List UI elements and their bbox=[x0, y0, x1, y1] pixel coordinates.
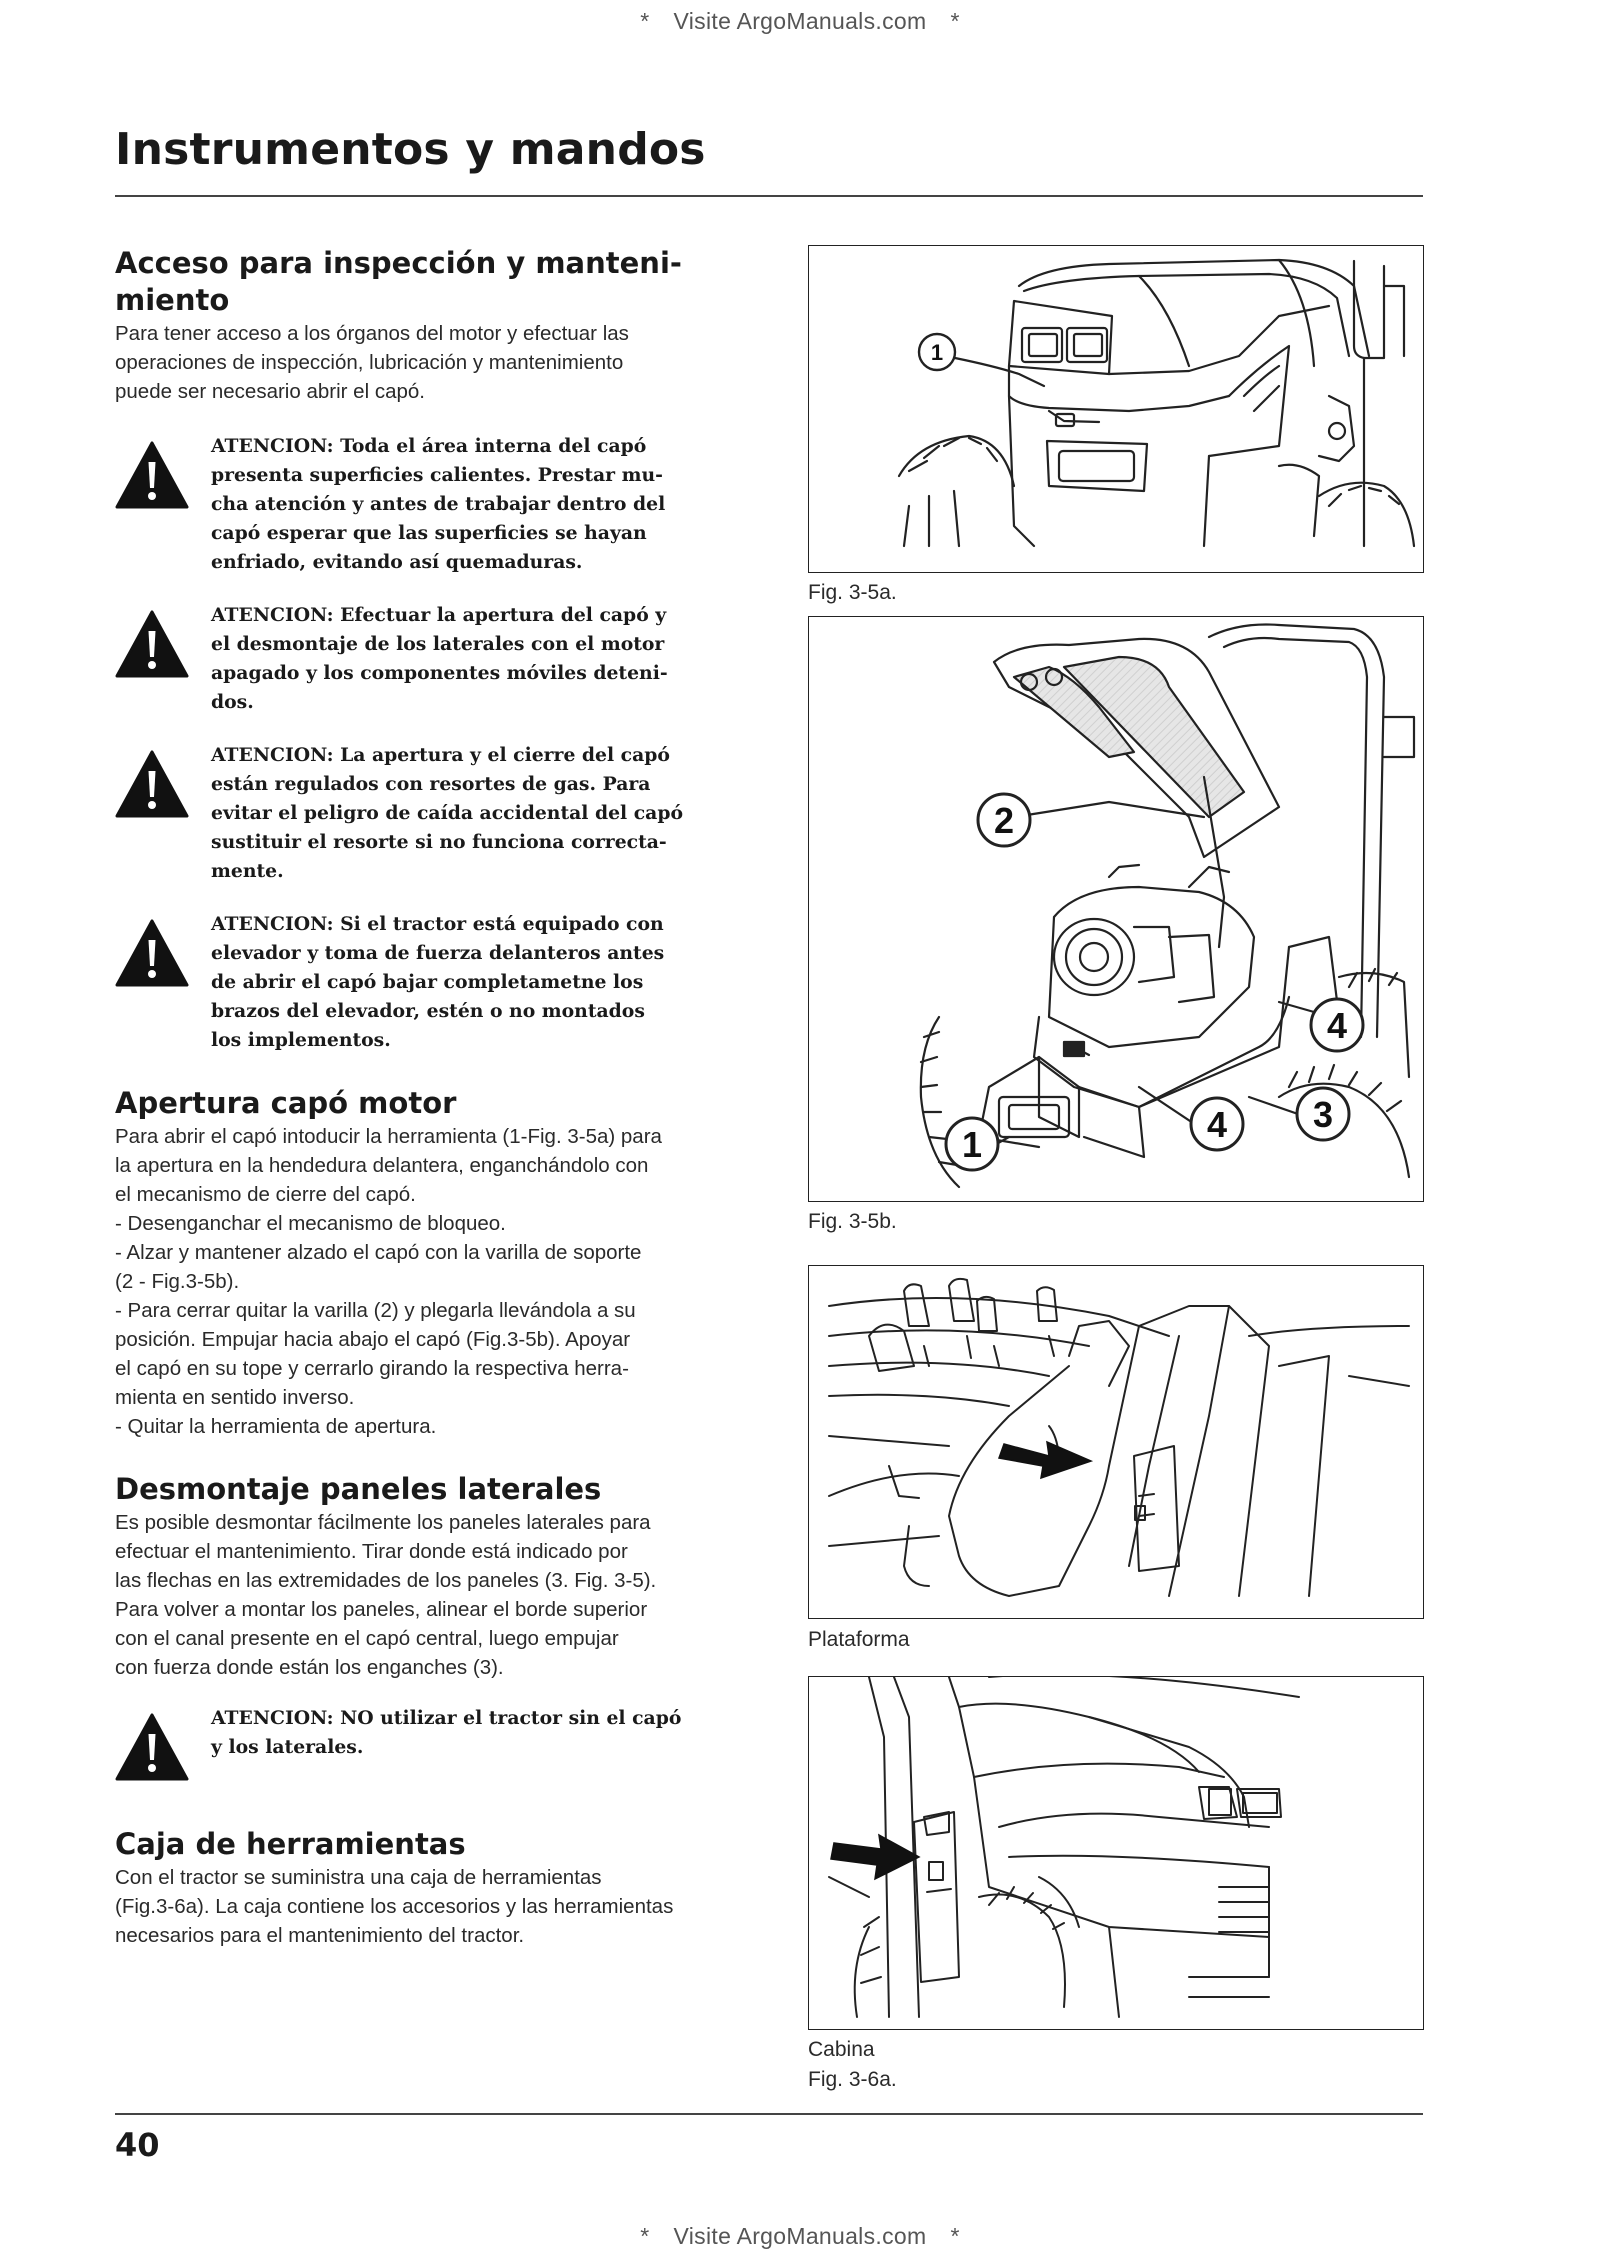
figure-caption: Fig. 3-5a. bbox=[808, 581, 897, 604]
watermark-bottom bbox=[0, 2223, 1600, 2250]
warning-line: sustituir el resorte si no funciona correcta- bbox=[211, 831, 667, 853]
figure-caption: Fig. 3-6a. bbox=[808, 2068, 897, 2091]
warning-line: mente. bbox=[211, 860, 284, 882]
body-line: - Alzar y mantener alzado el capó con la varilla de soporte bbox=[115, 1241, 642, 1264]
watermark-star: * bbox=[640, 8, 650, 34]
warning-triangle-icon bbox=[115, 440, 189, 510]
body-line: con fuerza donde están los enganches (3). bbox=[115, 1656, 504, 1679]
section-body-caja bbox=[115, 1863, 731, 1950]
section-heading-desmontaje: Desmontaje paneles laterales bbox=[115, 1472, 602, 1506]
figure-caption: Fig. 3-5b. bbox=[808, 1210, 897, 1233]
warning-line: enfriado, evitando así quemaduras. bbox=[211, 551, 583, 573]
callout-label: 1 bbox=[961, 1124, 983, 1165]
warning-triangle-icon bbox=[115, 1712, 189, 1782]
warning-line: cha atención y antes de trabajar dentro del bbox=[211, 493, 666, 515]
warning-line: ATENCION: Si el tractor está equipado con bbox=[211, 913, 664, 935]
watermark-text: Visite ArgoManuals.com bbox=[673, 2223, 927, 2249]
tractor-hood-open-illustration bbox=[809, 617, 1422, 1200]
body-line: - Desenganchar el mecanismo de bloqueo. bbox=[115, 1212, 506, 1235]
section-heading-acceso bbox=[115, 245, 731, 319]
warning-text bbox=[211, 601, 731, 717]
warning-line: presenta superficies calientes. Prestar mu- bbox=[211, 464, 663, 486]
warning-line: ATENCION: Toda el área interna del capó bbox=[211, 435, 647, 457]
warning-line: dos. bbox=[211, 691, 254, 713]
body-line: - Quitar la herramienta de apertura. bbox=[115, 1415, 437, 1438]
body-line: posición. Empujar hacia abajo el capó (Fig.3-5b). Apoyar bbox=[115, 1328, 631, 1351]
cab-toolbox-illustration bbox=[809, 1677, 1422, 2028]
warning-block bbox=[115, 741, 731, 886]
watermark-star: * bbox=[950, 2223, 960, 2249]
warning-triangle-icon bbox=[115, 749, 189, 819]
callout-label: 3 bbox=[1312, 1094, 1334, 1135]
watermark-star: * bbox=[640, 2223, 650, 2249]
figure-3-5a bbox=[808, 245, 1424, 573]
figure-caption: Cabina bbox=[808, 2038, 875, 2061]
body-line: puede ser necesario abrir el capó. bbox=[115, 380, 425, 403]
warning-line: brazos del elevador, estén o no montados bbox=[211, 1000, 645, 1022]
warning-line: ATENCION: La apertura y el cierre del capó bbox=[211, 744, 670, 766]
body-line: el capó en su tope y cerrarlo girando la respectiva herra- bbox=[115, 1357, 629, 1380]
warning-block bbox=[115, 1704, 731, 1782]
warning-triangle-icon bbox=[115, 609, 189, 679]
tractor-hood-front-illustration bbox=[809, 246, 1422, 571]
body-line: Para tener acceso a los órganos del motor y efectuar las bbox=[115, 322, 629, 345]
body-line: (Fig.3-6a). La caja contiene los accesorios y las herramientas bbox=[115, 1895, 674, 1918]
warning-text bbox=[211, 432, 731, 577]
watermark-text: Visite ArgoManuals.com bbox=[673, 8, 927, 34]
body-line: necesarios para el mantenimiento del tractor. bbox=[115, 1924, 525, 1947]
figure-cabina bbox=[808, 1676, 1424, 2030]
page-title: Instrumentos y mandos bbox=[115, 124, 706, 175]
body-line: la apertura en la hendedura delantera, enganchándolo con bbox=[115, 1154, 649, 1177]
watermark-top bbox=[0, 8, 1600, 35]
section-body-acceso bbox=[115, 319, 731, 406]
section-heading-apertura: Apertura capó motor bbox=[115, 1086, 457, 1120]
warning-block bbox=[115, 601, 731, 717]
section-heading-caja: Caja de herramientas bbox=[115, 1827, 466, 1861]
body-line: - Para cerrar quitar la varilla (2) y plegarla llevándola a su bbox=[115, 1299, 636, 1322]
warning-line: el desmontaje de los laterales con el motor bbox=[211, 633, 665, 655]
body-line: Para abrir el capó intoducir la herramienta (1-Fig. 3-5a) para bbox=[115, 1125, 662, 1148]
warning-block bbox=[115, 910, 731, 1055]
warning-line: de abrir el capó bajar completametne los bbox=[211, 971, 644, 993]
page-number: 40 bbox=[115, 2126, 160, 2164]
body-line: operaciones de inspección, lubricación y mantenimiento bbox=[115, 351, 624, 374]
body-line: Con el tractor se suministra una caja de herramientas bbox=[115, 1866, 602, 1889]
heading-line: miento bbox=[115, 283, 230, 317]
callout-label: 2 bbox=[993, 800, 1015, 841]
arrow-icon bbox=[831, 1835, 919, 1879]
body-line: el mecanismo de cierre del capó. bbox=[115, 1183, 416, 1206]
warning-line: capó esperar que las superficies se hayan bbox=[211, 522, 647, 544]
figure-3-5b bbox=[808, 616, 1424, 1202]
arrow-icon bbox=[999, 1442, 1091, 1478]
warning-line: elevador y toma de fuerza delanteros antes bbox=[211, 942, 665, 964]
figure-caption: Plataforma bbox=[808, 1628, 910, 1651]
warning-triangle-icon bbox=[115, 918, 189, 988]
section-body-desmontaje bbox=[115, 1508, 731, 1682]
body-line: efectuar el mantenimiento. Tirar donde está indicado por bbox=[115, 1540, 628, 1563]
footer-divider bbox=[115, 2113, 1423, 2115]
warning-line: ATENCION: Efectuar la apertura del capó y bbox=[211, 604, 667, 626]
section-body-apertura bbox=[115, 1122, 731, 1441]
warning-line: evitar el peligro de caída accidental del capó bbox=[211, 802, 683, 824]
body-line: Para volver a montar los paneles, alinear el borde superior bbox=[115, 1598, 648, 1621]
warning-text bbox=[211, 741, 731, 886]
heading-line: Acceso para inspección y manteni- bbox=[115, 246, 682, 280]
watermark-star: * bbox=[950, 8, 960, 34]
text-column bbox=[115, 245, 731, 1950]
figure-plataforma bbox=[808, 1265, 1424, 1619]
body-line: con el canal presente en el capó central, luego empujar bbox=[115, 1627, 619, 1650]
body-line: Es posible desmontar fácilmente los paneles laterales para bbox=[115, 1511, 651, 1534]
warning-block bbox=[115, 432, 731, 577]
warning-text bbox=[211, 910, 731, 1055]
callout-label: 1 bbox=[930, 340, 944, 365]
body-line: las flechas en las extremidades de los paneles (3. Fig. 3-5). bbox=[115, 1569, 657, 1592]
warning-line: apagado y los componentes móviles deteni- bbox=[211, 662, 668, 684]
callout-label: 4 bbox=[1206, 1104, 1228, 1145]
title-divider bbox=[115, 195, 1423, 197]
warning-line: están regulados con resortes de gas. Para bbox=[211, 773, 651, 795]
warning-text bbox=[211, 1704, 731, 1762]
warning-line: los implementos. bbox=[211, 1029, 391, 1051]
body-line: mienta en sentido inverso. bbox=[115, 1386, 355, 1409]
warning-line: y los laterales. bbox=[211, 1736, 364, 1758]
platform-toolbox-illustration bbox=[809, 1266, 1422, 1617]
body-line: (2 - Fig.3-5b). bbox=[115, 1270, 240, 1293]
callout-label: 4 bbox=[1326, 1005, 1348, 1046]
warning-line: ATENCION: NO utilizar el tractor sin el capó bbox=[211, 1707, 682, 1729]
